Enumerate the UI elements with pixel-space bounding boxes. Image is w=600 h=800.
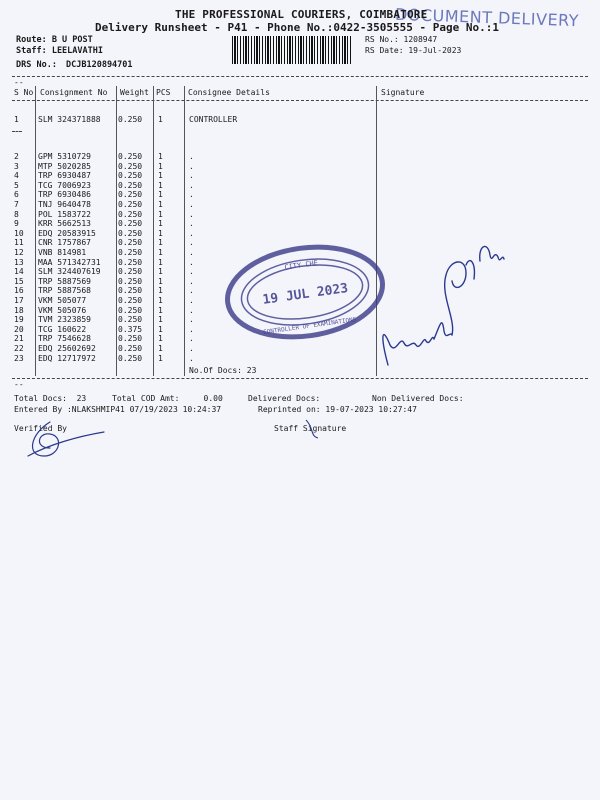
table-row: 21 TRP 7546628 0.250 1 . <box>14 334 194 344</box>
total-cod: Total COD Amt: 0.00 <box>112 394 223 403</box>
table-row: 20 TCG 160622 0.375 1 . <box>14 324 194 334</box>
table-row: 15 TRP 5887569 0.250 1 . <box>14 276 194 286</box>
verified-signature <box>20 418 110 463</box>
col-consignee-header: Consignee Details <box>188 88 270 97</box>
rs-date: RS Date: 19-Jul-2023 <box>365 46 462 55</box>
delivered-docs: Delivered Docs: <box>248 394 321 403</box>
staff-signature-mark <box>300 416 330 442</box>
table-row: 10 EDQ 20583915 0.250 1 . <box>14 228 194 238</box>
header-divider <box>12 76 588 77</box>
col-weight-header: Weight <box>120 88 149 97</box>
table-row: 11 CNR 1757867 0.250 1 . <box>14 238 194 248</box>
table-row: 22 EDQ 25602692 0.250 1 . <box>14 344 194 353</box>
runsheet-subtitle: Delivery Runsheet - P41 - Phone No.:0422-3505555 - Page No.:1 <box>95 21 499 34</box>
drs-label: DRS No.: <box>16 60 57 70</box>
col-pcs-header: PCS <box>156 88 171 97</box>
col-signature-header: Signature <box>381 88 425 97</box>
col-sno-header: S No <box>14 88 34 97</box>
row-divider <box>12 131 22 132</box>
table-row: 5 TCG 7006923 0.250 1 . <box>14 180 194 190</box>
reprinted-on: Reprinted on: 19-07-2023 10:27:47 <box>258 405 417 414</box>
table-row: 4 TRP 6930487 0.250 1 . <box>14 171 194 181</box>
non-delivered-docs: Non Delivered Docs: <box>372 394 464 403</box>
no-of-docs: No.Of Docs: 23 <box>189 366 257 375</box>
row-sno: 1 <box>14 115 19 124</box>
received-signature <box>370 235 530 375</box>
row-weight: 0.250 <box>118 115 143 124</box>
row-pcs: 1 <box>158 115 163 124</box>
table-row: 23 EDQ 12717972 0.250 1 . <box>14 353 194 363</box>
rs-number: RS No.: 1208947 <box>365 35 438 44</box>
table-bottom-divider <box>12 378 588 379</box>
table-row: 19 TVM 2323859 0.250 1 . <box>14 315 194 325</box>
route-label: Route: B U POST <box>16 35 93 45</box>
verified-by-label: Verified By <box>14 424 67 433</box>
staff-label: Staff: LEELAVATHI <box>16 46 103 56</box>
document-delivery-stamp: DOCUMENT DELIVERY <box>394 4 580 31</box>
row-consignment: SLM 324371888 <box>38 115 101 124</box>
col-consignment-header: Consignment No <box>40 88 108 97</box>
table-row: 12 VNB 814981 0.250 1 . <box>14 248 194 257</box>
table-row: 3 MTP 5020285 0.250 1 . <box>14 161 194 171</box>
barcode <box>232 36 352 64</box>
table-row: 18 VKM 505076 0.250 1 . <box>14 305 194 315</box>
table-row: 9 KRR 5662513 0.250 1 . <box>14 219 194 229</box>
table-row: 8 POL 1583722 0.250 1 . <box>14 209 194 219</box>
entered-by: Entered By :NLAKSHMIP41 07/19/2023 10:24:37 <box>14 405 222 414</box>
drs-number: DCJB120894701 <box>66 60 133 70</box>
table-row: 13 MAA 571342731 0.250 1 . <box>14 257 194 267</box>
column-header-divider <box>12 100 588 101</box>
stamp-date: 19 JUL 2023 <box>261 281 350 308</box>
row-consignee: CONTROLLER <box>189 115 238 124</box>
company-title: THE PROFESSIONAL COURIERS, COIMBATORE <box>175 8 428 21</box>
stamp-ring-top: CITY CHE <box>283 258 319 272</box>
table-row: 2 GPM 5310729 0.250 1 . <box>14 152 194 161</box>
total-docs: Total Docs: 23 <box>14 394 87 403</box>
table-row: 6 TRP 6930486 0.250 1 . <box>14 190 194 200</box>
table-row: 7 TNJ 9640478 0.250 1 . <box>14 200 194 209</box>
table-row: 14 SLM 324407619 0.250 1 . <box>14 267 194 277</box>
date-stamp <box>220 240 390 345</box>
table-row: 17 VKM 505077 0.250 1 . <box>14 296 194 305</box>
staff-signature-label: Staff Signature <box>274 424 347 433</box>
table-row: 16 TRP 5887568 0.250 1 . <box>14 286 194 296</box>
stamp-ring-bottom: CONTROLLER OF EXAMINATIONS <box>262 316 357 337</box>
table-row <box>0 115 600 125</box>
